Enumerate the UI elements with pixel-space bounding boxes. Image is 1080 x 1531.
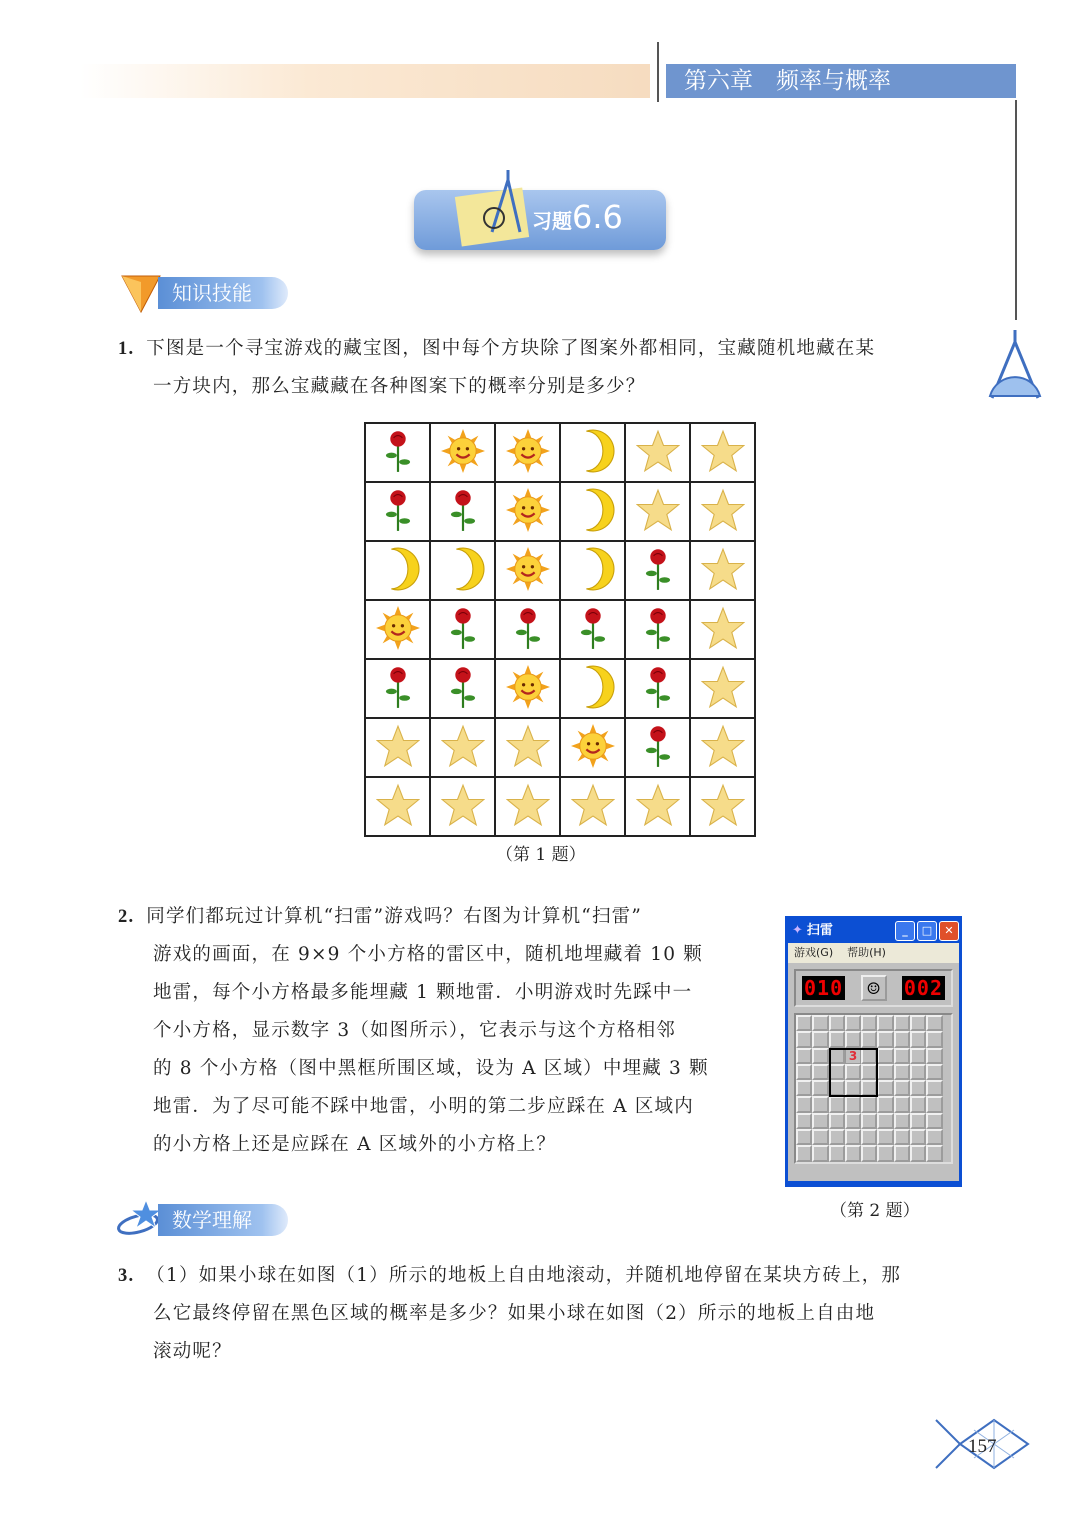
atom-star-icon: [116, 1198, 164, 1240]
grid-cell: [690, 659, 755, 718]
star-icon: [636, 783, 680, 827]
grid-cell: [625, 482, 690, 541]
rose-icon: [441, 665, 485, 709]
page-number: 157: [968, 1436, 997, 1457]
mine-cell[interactable]: [877, 1113, 893, 1129]
grid-cell: [690, 600, 755, 659]
star-icon: [376, 724, 420, 768]
grid-cell: [365, 541, 430, 600]
rose-icon: [571, 606, 615, 650]
rose-icon: [376, 488, 420, 532]
question-text: 一方块内，那么宝藏藏在各种图案下的概率分别是多少？: [153, 376, 646, 397]
mine-cell[interactable]: [926, 1064, 942, 1080]
minimize-button[interactable]: _: [895, 921, 915, 941]
star-icon: [701, 724, 745, 768]
moon-icon: [441, 547, 485, 591]
star-icon: [506, 783, 550, 827]
question-text: 下图是一个寻宝游戏的藏宝图，图中每个方块除了图案外都相同，宝藏随机地藏在某: [146, 338, 876, 359]
mine-cell[interactable]: [926, 1015, 942, 1031]
star-icon: [701, 488, 745, 532]
star-icon: [636, 429, 680, 473]
question-number: 2.: [118, 907, 135, 927]
mine-cell[interactable]: [926, 1129, 942, 1145]
grid-cell: [365, 482, 430, 541]
star-icon: [701, 606, 745, 650]
mine-cell[interactable]: [796, 1048, 812, 1064]
mine-counter: 010: [804, 976, 844, 1000]
grid-cell: [495, 541, 560, 600]
mine-cell[interactable]: [877, 1064, 893, 1080]
question-text: 个小方格，显示数字 3（如图所示），它表示与这个方格相邻: [153, 1020, 677, 1041]
question-text: 么它最终停留在黑色区域的概率是多少？如果小球在如图（2）所示的地板上自由地: [153, 1303, 876, 1324]
grid-cell: [430, 659, 495, 718]
mine-cell[interactable]: [910, 1129, 926, 1145]
app-icon: ✦: [792, 923, 803, 938]
sun-icon: [441, 429, 485, 473]
grid-row: [365, 423, 755, 482]
mine-cell[interactable]: [812, 1080, 828, 1096]
window-title: 扫雷: [806, 923, 833, 938]
star-icon: [701, 665, 745, 709]
mine-cell[interactable]: [877, 1015, 893, 1031]
star-icon: [701, 547, 745, 591]
mine-cell[interactable]: [829, 1113, 845, 1129]
figure-caption: （第 1 题）: [496, 845, 586, 865]
grid-cell: [625, 777, 690, 836]
grid-row: [365, 777, 755, 836]
grid-cell: [560, 423, 625, 482]
rose-icon: [636, 606, 680, 650]
mine-cell[interactable]: [796, 1113, 812, 1129]
mine-cell[interactable]: [829, 1129, 845, 1145]
moon-icon: [571, 488, 615, 532]
header-band: [80, 64, 650, 98]
section-understanding: 数学理解: [158, 1204, 288, 1236]
mine-cell[interactable]: [845, 1015, 861, 1031]
star-icon: [571, 783, 615, 827]
compass-icon: [478, 168, 528, 238]
mine-cell[interactable]: [894, 1096, 910, 1112]
mine-cell[interactable]: [812, 1015, 828, 1031]
grid-row: [365, 718, 755, 777]
mine-cell[interactable]: [926, 1096, 942, 1112]
grid-cell: [495, 423, 560, 482]
rose-icon: [441, 606, 485, 650]
grid-cell: [625, 600, 690, 659]
mine-cell[interactable]: [796, 1145, 812, 1161]
grid-cell: [690, 777, 755, 836]
divider: [657, 42, 659, 102]
star-icon: [701, 783, 745, 827]
question-2: [118, 898, 778, 1164]
menu-game[interactable]: 游戏(G): [794, 946, 834, 959]
grid-cell: [495, 777, 560, 836]
question-1: [118, 330, 875, 406]
grid-cell: [625, 423, 690, 482]
grid-row: [365, 541, 755, 600]
question-3: [118, 1257, 901, 1371]
question-number: 1.: [118, 339, 135, 359]
mine-cell[interactable]: [910, 1080, 926, 1096]
mine-cell[interactable]: [910, 1015, 926, 1031]
star-icon: [376, 783, 420, 827]
mine-cell[interactable]: [926, 1048, 942, 1064]
mine-cell[interactable]: [877, 1096, 893, 1112]
grid-cell: [430, 423, 495, 482]
star-icon: [441, 783, 485, 827]
question-text: 的 8 个小方格（图中黑框所围区域，设为 A 区域）中埋藏 3 颗: [153, 1058, 709, 1079]
sun-icon: [376, 606, 420, 650]
mine-cell[interactable]: [829, 1015, 845, 1031]
mine-cell[interactable]: [894, 1080, 910, 1096]
mine-cell[interactable]: [812, 1096, 828, 1112]
mine-cell[interactable]: [829, 1145, 845, 1161]
sun-icon: [571, 724, 615, 768]
grid-cell: [365, 659, 430, 718]
smiley-reset-button[interactable]: ☺: [861, 975, 887, 1001]
divider: [1015, 100, 1017, 320]
figure-caption: （第 2 题）: [830, 1201, 920, 1221]
grid-cell: [690, 718, 755, 777]
rose-icon: [636, 665, 680, 709]
grid-cell: [365, 718, 430, 777]
mine-cell[interactable]: [845, 1031, 861, 1047]
question-text: 地雷，每个小方格最多能埋藏 1 颗地雷．小明游戏时先踩中一: [153, 982, 693, 1003]
rose-icon: [376, 429, 420, 473]
rose-icon: [441, 488, 485, 532]
mine-cell[interactable]: [845, 1145, 861, 1161]
star-icon: [506, 724, 550, 768]
moon-icon: [376, 547, 420, 591]
mine-cell[interactable]: [829, 1031, 845, 1047]
menu-bar: [788, 943, 959, 963]
grid-cell: [560, 718, 625, 777]
grid-cell: [495, 659, 560, 718]
grid-cell: [430, 482, 495, 541]
grid-row: [365, 659, 755, 718]
sun-icon: [506, 547, 550, 591]
mine-cell[interactable]: [845, 1129, 861, 1145]
grid-cell: [560, 659, 625, 718]
grid-cell: [430, 600, 495, 659]
grid-cell: [690, 482, 755, 541]
timer: 002: [903, 976, 943, 1000]
mine-cell[interactable]: [877, 1031, 893, 1047]
mine-cell[interactable]: [812, 1064, 828, 1080]
minesweeper-window: [785, 916, 962, 1187]
mine-cell[interactable]: [861, 1113, 877, 1129]
question-number: 3.: [118, 1266, 135, 1286]
mine-cell[interactable]: [910, 1048, 926, 1064]
rose-icon: [636, 547, 680, 591]
exercise-prefix: 习题: [532, 209, 572, 233]
mine-cell[interactable]: [877, 1145, 893, 1161]
grid-row: [365, 482, 755, 541]
mine-cell[interactable]: [877, 1048, 893, 1064]
mine-cell[interactable]: [926, 1113, 942, 1129]
mine-cell[interactable]: [894, 1145, 910, 1161]
mine-cell[interactable]: [796, 1064, 812, 1080]
grid-cell: [690, 423, 755, 482]
mine-cell[interactable]: [861, 1031, 877, 1047]
grid-cell: [430, 777, 495, 836]
revealed-cell[interactable]: 3: [845, 1048, 861, 1064]
game-area: [788, 963, 959, 1181]
chapter-title: 第六章 频率与概率: [666, 64, 1016, 98]
grid-cell: [625, 718, 690, 777]
star-icon: [441, 724, 485, 768]
grid-cell: [495, 718, 560, 777]
mine-cell[interactable]: [812, 1145, 828, 1161]
mine-cell[interactable]: [910, 1113, 926, 1129]
grid-cell: [495, 482, 560, 541]
mine-field: [794, 1013, 953, 1164]
rose-icon: [376, 665, 420, 709]
mine-cell[interactable]: [861, 1015, 877, 1031]
mine-cell[interactable]: [894, 1064, 910, 1080]
compass-protractor-icon: [986, 328, 1044, 400]
mine-cell[interactable]: [926, 1031, 942, 1047]
question-text: 的小方格上还是应踩在 A 区域外的小方格上？: [153, 1134, 557, 1155]
close-button[interactable]: ✕: [939, 921, 959, 941]
grid-cell: [625, 541, 690, 600]
mine-cell[interactable]: [910, 1145, 926, 1161]
mine-cell[interactable]: [845, 1113, 861, 1129]
rose-icon: [636, 724, 680, 768]
grid-cell: [560, 600, 625, 659]
mine-cell[interactable]: [861, 1129, 877, 1145]
rose-icon: [506, 606, 550, 650]
mine-cell[interactable]: [894, 1113, 910, 1129]
grid-cell: [560, 541, 625, 600]
exercise-title: [532, 198, 623, 236]
grid-cell: [625, 659, 690, 718]
question-text: （1）如果小球在如图（1）所示的地板上自由地滚动，并随机地停留在某块方砖上，那: [146, 1265, 902, 1286]
grid-cell: [365, 423, 430, 482]
mine-cell[interactable]: [796, 1129, 812, 1145]
area-a-frame: [829, 1048, 878, 1097]
question-text: 地雷．为了尽可能不踩中地雷，小明的第二步应踩在 A 区域内: [153, 1096, 694, 1117]
star-icon: [701, 429, 745, 473]
mine-cell[interactable]: [926, 1145, 942, 1161]
moon-icon: [571, 665, 615, 709]
sun-icon: [506, 665, 550, 709]
exercise-number: 6.6: [572, 198, 623, 236]
grid-cell: [495, 600, 560, 659]
mine-cell[interactable]: [829, 1096, 845, 1112]
mine-cell[interactable]: [877, 1080, 893, 1096]
mine-cell[interactable]: [796, 1015, 812, 1031]
grid-cell: [365, 600, 430, 659]
grid-cell: [560, 482, 625, 541]
mine-cell[interactable]: [812, 1048, 828, 1064]
mine-cell[interactable]: [861, 1096, 877, 1112]
mine-cell[interactable]: [894, 1129, 910, 1145]
grid-cell: [430, 541, 495, 600]
question-text: 同学们都玩过计算机“扫雷”游戏吗？右图为计算机“扫雷”: [146, 906, 643, 927]
grid-cell: [690, 541, 755, 600]
mine-cell[interactable]: [796, 1031, 812, 1047]
mine-cell[interactable]: [796, 1080, 812, 1096]
mine-cell[interactable]: [910, 1064, 926, 1080]
title-bar: [788, 919, 959, 943]
grid-row: [365, 600, 755, 659]
maximize-button[interactable]: □: [917, 921, 937, 941]
mine-cell[interactable]: [894, 1015, 910, 1031]
status-panel: [794, 969, 953, 1007]
treasure-map-grid: [364, 422, 756, 837]
grid-cell: [560, 777, 625, 836]
mine-cell[interactable]: [877, 1129, 893, 1145]
mine-cell[interactable]: [910, 1031, 926, 1047]
question-text: 游戏的画面，在 9×9 个小方格的雷区中，随机地埋藏着 10 颗: [153, 944, 704, 965]
mine-cell[interactable]: [845, 1096, 861, 1112]
mine-cell[interactable]: [812, 1031, 828, 1047]
pyramid-icon: [120, 268, 162, 314]
menu-help[interactable]: 帮助(H): [847, 946, 886, 959]
sun-icon: [506, 488, 550, 532]
sun-icon: [506, 429, 550, 473]
mine-cell[interactable]: [796, 1096, 812, 1112]
moon-icon: [571, 547, 615, 591]
question-text: 滚动呢？: [153, 1341, 232, 1362]
mine-cell[interactable]: [861, 1145, 877, 1161]
mine-cell[interactable]: [812, 1129, 828, 1145]
mine-cell[interactable]: [894, 1031, 910, 1047]
grid-cell: [365, 777, 430, 836]
mine-cell[interactable]: [926, 1080, 942, 1096]
mine-cell[interactable]: [812, 1113, 828, 1129]
mine-cell[interactable]: [894, 1048, 910, 1064]
grid-cell: [430, 718, 495, 777]
section-skills: 知识技能: [158, 277, 288, 309]
moon-icon: [571, 429, 615, 473]
star-icon: [636, 488, 680, 532]
mine-cell[interactable]: [910, 1096, 926, 1112]
